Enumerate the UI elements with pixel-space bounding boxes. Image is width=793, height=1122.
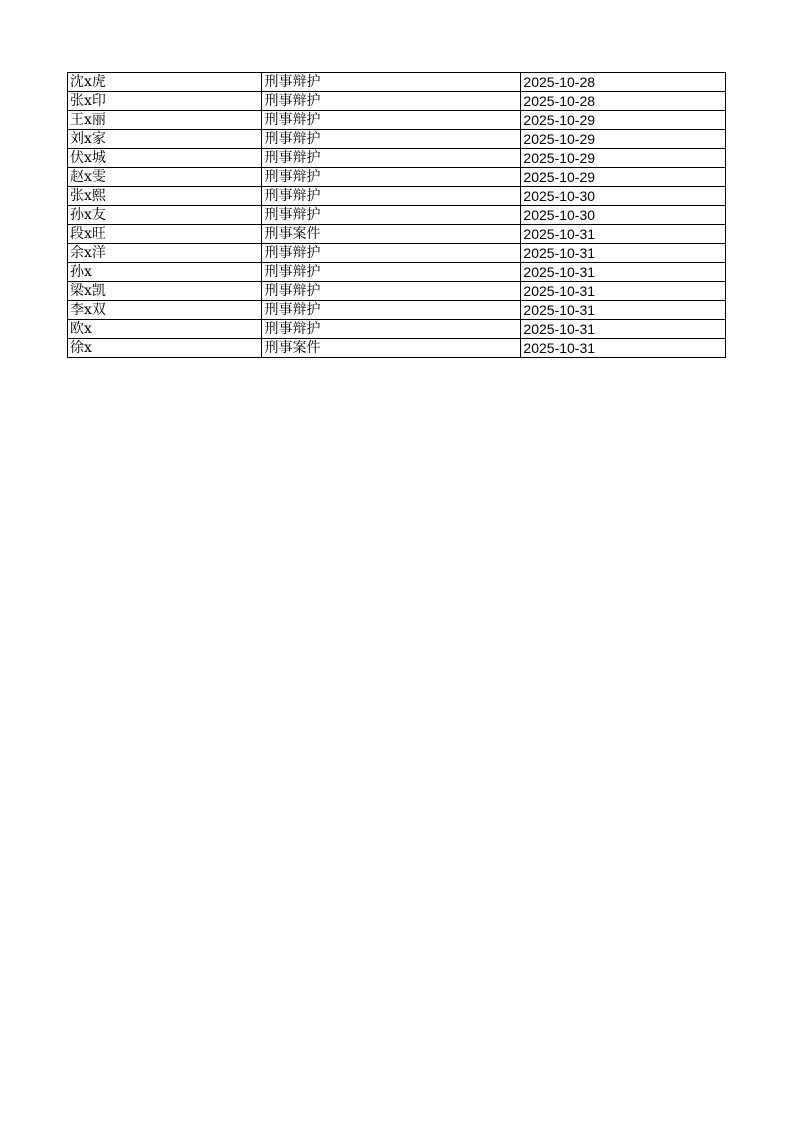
case-type-cell: 刑事辩护 bbox=[262, 206, 521, 225]
client-name-cell: 余x洋 bbox=[68, 244, 262, 263]
case-type-cell: 刑事案件 bbox=[262, 225, 521, 244]
case-table bbox=[67, 72, 726, 358]
date-cell: 2025-10-29 bbox=[521, 130, 726, 149]
case-type-cell: 刑事辩护 bbox=[262, 282, 521, 301]
date-cell: 2025-10-31 bbox=[521, 301, 726, 320]
date-cell: 2025-10-28 bbox=[521, 73, 726, 92]
date-cell: 2025-10-30 bbox=[521, 206, 726, 225]
client-name-cell: 王x丽 bbox=[68, 111, 262, 130]
table-row bbox=[68, 92, 726, 111]
case-type-cell: 刑事辩护 bbox=[262, 111, 521, 130]
case-type-cell: 刑事辩护 bbox=[262, 92, 521, 111]
date-cell: 2025-10-31 bbox=[521, 282, 726, 301]
table-row bbox=[68, 225, 726, 244]
client-name-cell: 孙x友 bbox=[68, 206, 262, 225]
case-type-cell: 刑事辩护 bbox=[262, 149, 521, 168]
client-name-cell: 刘x家 bbox=[68, 130, 262, 149]
table-row bbox=[68, 320, 726, 339]
client-name-cell: 沈x虎 bbox=[68, 73, 262, 92]
table-row bbox=[68, 187, 726, 206]
table-row bbox=[68, 263, 726, 282]
client-name-cell: 欧x bbox=[68, 320, 262, 339]
case-type-cell: 刑事辩护 bbox=[262, 168, 521, 187]
table-row bbox=[68, 130, 726, 149]
case-type-cell: 刑事案件 bbox=[262, 339, 521, 358]
date-cell: 2025-10-31 bbox=[521, 263, 726, 282]
table-row bbox=[68, 168, 726, 187]
client-name-cell: 张x印 bbox=[68, 92, 262, 111]
date-cell: 2025-10-31 bbox=[521, 320, 726, 339]
table-row bbox=[68, 111, 726, 130]
client-name-cell: 梁x凯 bbox=[68, 282, 262, 301]
table-row bbox=[68, 301, 726, 320]
case-type-cell: 刑事辩护 bbox=[262, 320, 521, 339]
case-type-cell: 刑事辩护 bbox=[262, 244, 521, 263]
table-row bbox=[68, 244, 726, 263]
date-cell: 2025-10-29 bbox=[521, 168, 726, 187]
client-name-cell: 徐x bbox=[68, 339, 262, 358]
client-name-cell: 赵x雯 bbox=[68, 168, 262, 187]
table-row bbox=[68, 282, 726, 301]
client-name-cell: 张x熙 bbox=[68, 187, 262, 206]
date-cell: 2025-10-31 bbox=[521, 339, 726, 358]
table-row bbox=[68, 339, 726, 358]
date-cell: 2025-10-30 bbox=[521, 187, 726, 206]
case-type-cell: 刑事辩护 bbox=[262, 130, 521, 149]
client-name-cell: 段x旺 bbox=[68, 225, 262, 244]
case-type-cell: 刑事辩护 bbox=[262, 301, 521, 320]
client-name-cell: 伏x城 bbox=[68, 149, 262, 168]
date-cell: 2025-10-31 bbox=[521, 225, 726, 244]
case-table-body bbox=[68, 73, 726, 358]
date-cell: 2025-10-29 bbox=[521, 111, 726, 130]
case-type-cell: 刑事辩护 bbox=[262, 187, 521, 206]
table-row bbox=[68, 206, 726, 225]
table-row bbox=[68, 73, 726, 92]
date-cell: 2025-10-28 bbox=[521, 92, 726, 111]
table-row bbox=[68, 149, 726, 168]
client-name-cell: 李x双 bbox=[68, 301, 262, 320]
client-name-cell: 孙x bbox=[68, 263, 262, 282]
case-type-cell: 刑事辩护 bbox=[262, 263, 521, 282]
date-cell: 2025-10-31 bbox=[521, 244, 726, 263]
case-type-cell: 刑事辩护 bbox=[262, 73, 521, 92]
date-cell: 2025-10-29 bbox=[521, 149, 726, 168]
